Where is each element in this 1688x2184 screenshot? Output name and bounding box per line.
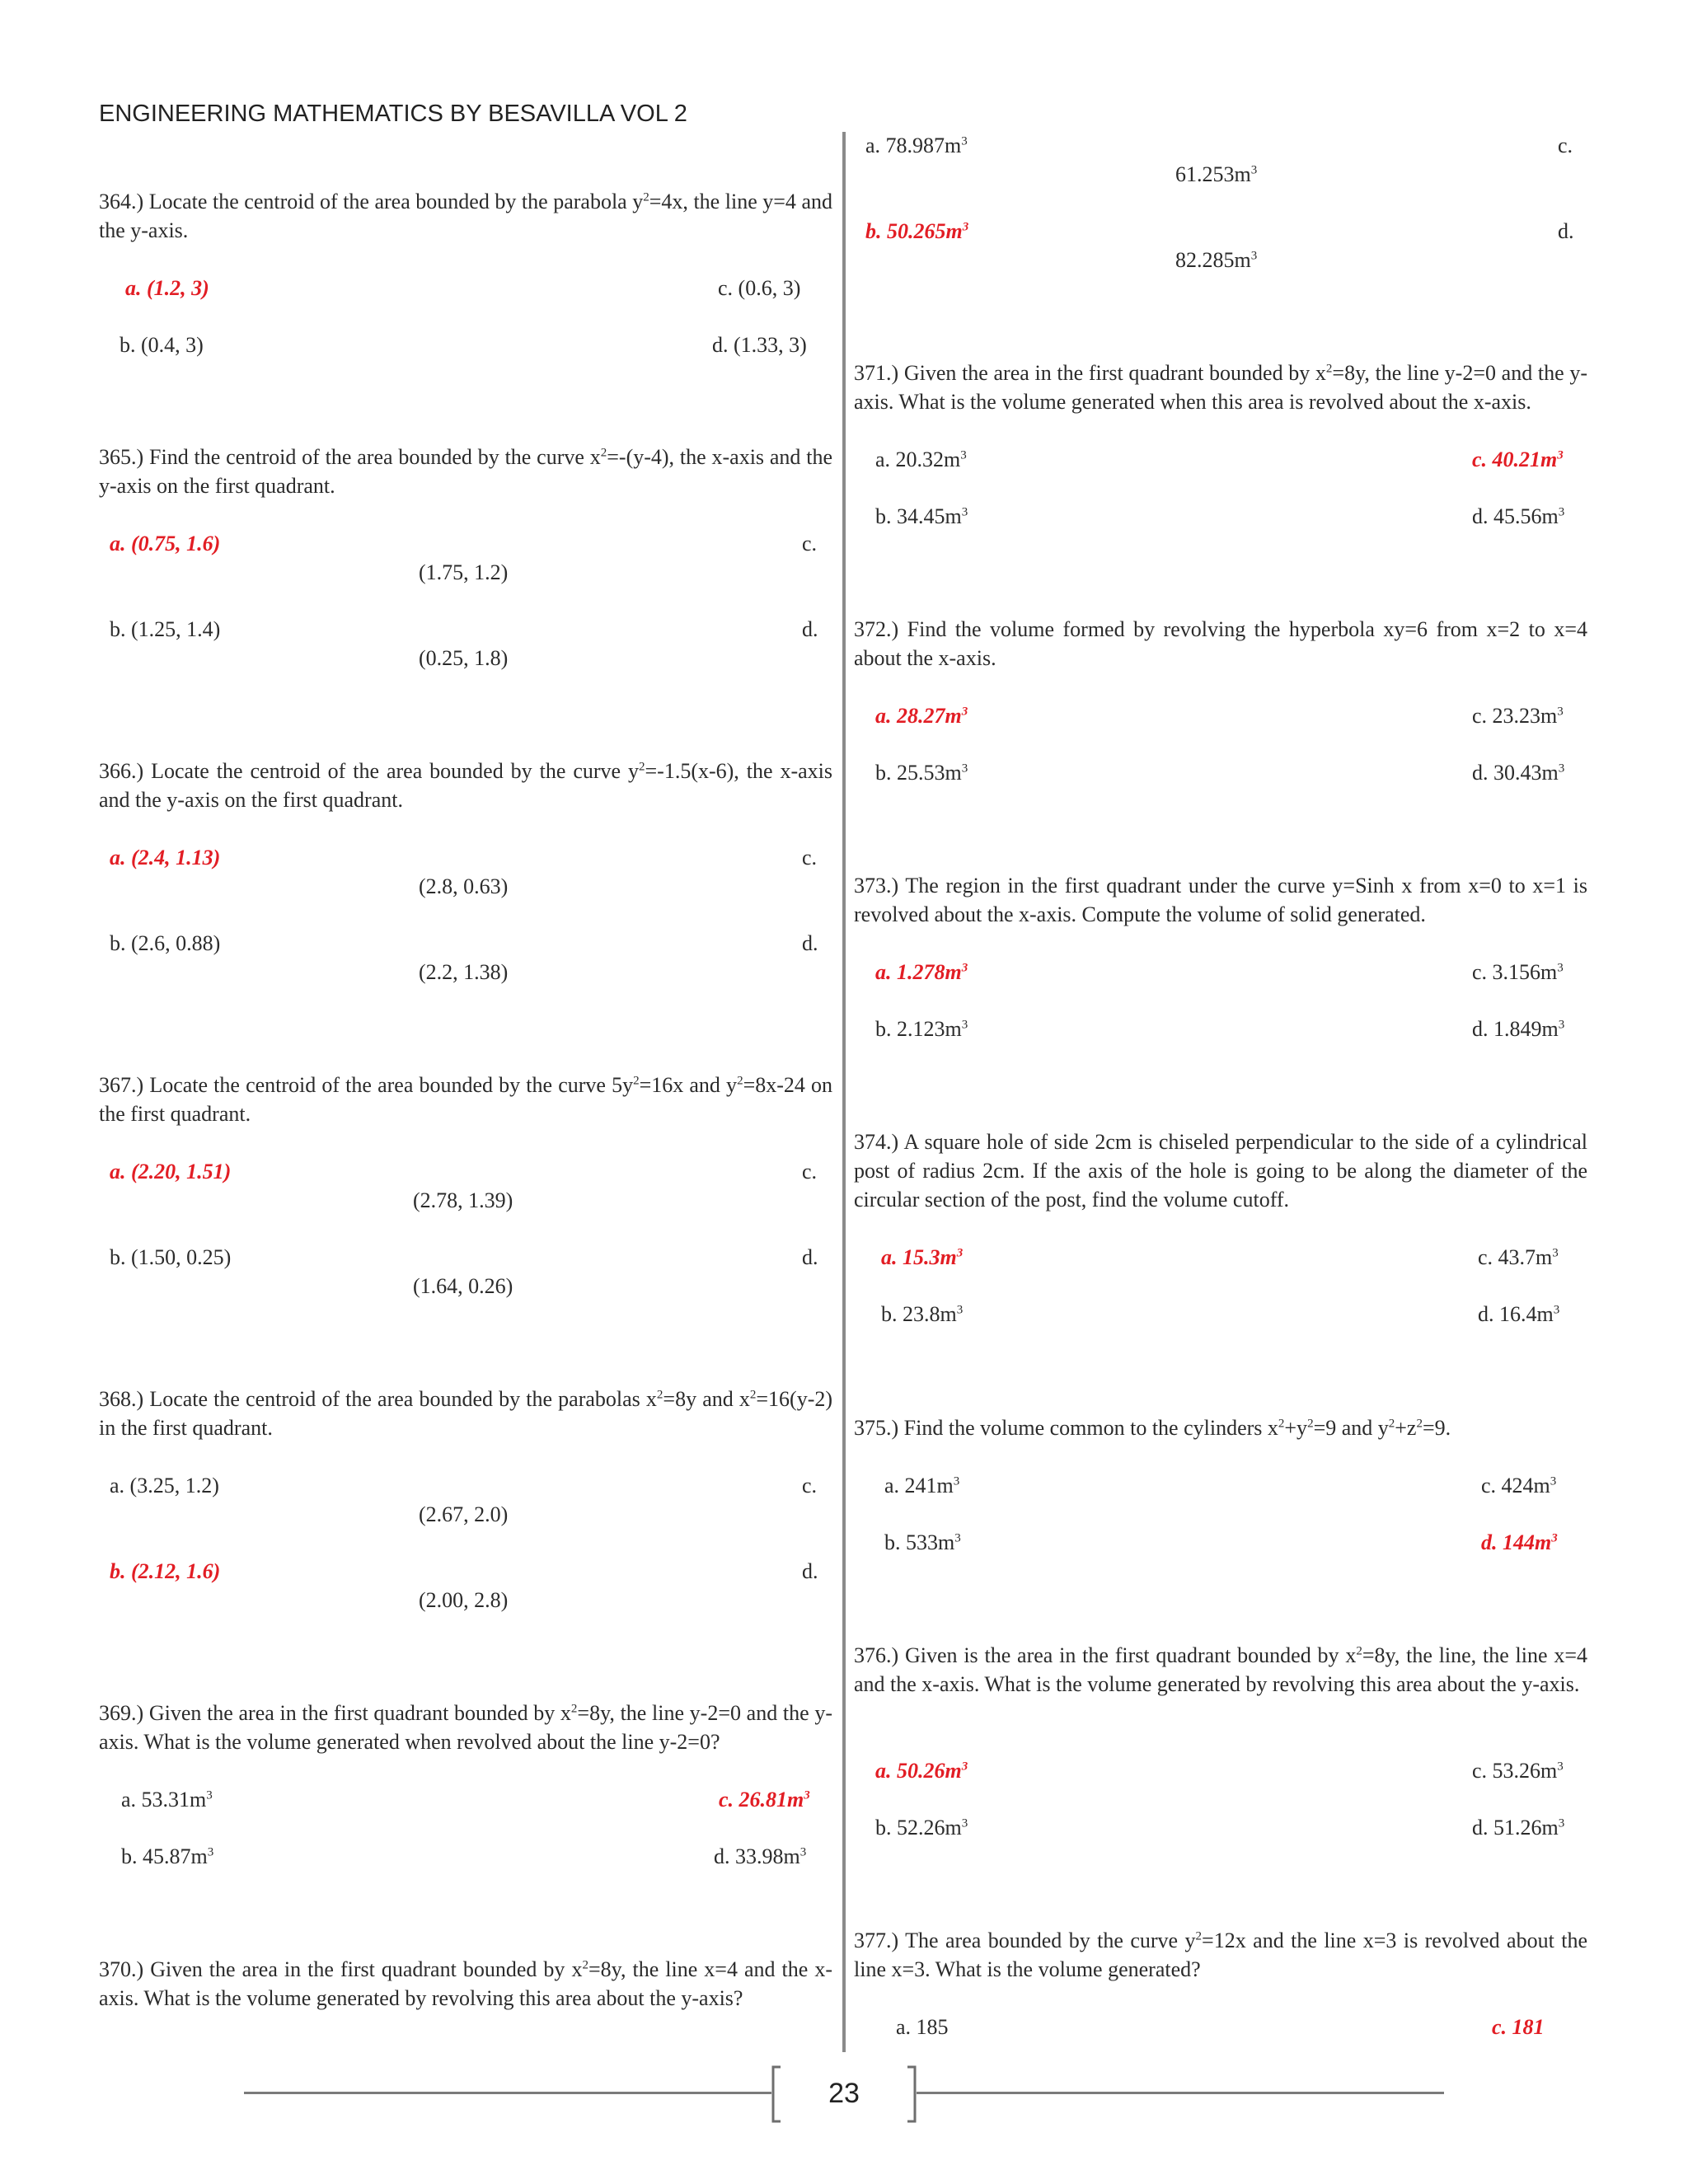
option-c: c. $424m^3$: [1481, 1474, 1557, 1497]
footer-rule-right: [917, 2092, 1444, 2094]
option-b: b. (1.50, 0.25): [110, 1245, 232, 1269]
question-364: 364.) Locate the centroid of the area bounded by the parabola $y^2=4x$, the line y=4 and the y-axis.: [99, 190, 833, 242]
option-a: a. $1.278m^3$: [875, 960, 968, 984]
option-c: c.: [802, 1474, 818, 1497]
option-b: b. (2.12, 1.6): [110, 1559, 221, 1583]
option-c: c.: [802, 1160, 818, 1183]
question-366: 366.) Locate the centroid of the area bounded by the curve $y^2=-1.5(x-6)$, the x-axis and the y-axis on the first quadrant.: [99, 759, 833, 812]
page-number: 23: [828, 2078, 860, 2109]
option-b: b. $34.45m^3$: [875, 504, 968, 528]
option-c: c. $40.21m^3$: [1472, 448, 1564, 471]
option-d-value: (0.25, 1.8): [419, 646, 509, 670]
option-d: d.: [802, 1559, 818, 1583]
option-a: a. $20.32m^3$: [875, 448, 967, 471]
option-a: a. (1.2, 3): [125, 276, 209, 300]
question-369: 369.) Given the area in the first quadrant bounded by $x^2=8y$, the line y-2=0 and the y-axis. What is the volume generated when revolved about the line y-2=0?: [99, 1701, 833, 1754]
question-370: 370.) Given the area in the first quadrant bounded by $x^2=8y$, the line x=4 and the x-axis. What is the volume generated by revolving this area about the y-axis?: [99, 1957, 833, 2010]
option-a: a. (2.4, 1.13): [110, 846, 221, 869]
option-c: c.: [802, 846, 818, 869]
option-a: a. (3.25, 1.2): [110, 1474, 219, 1497]
footer-bracket-left: [770, 2065, 781, 2123]
option-a: a. $15.3m^3$: [881, 1245, 964, 1269]
option-a: a. 185: [896, 2015, 949, 2039]
option-c: c. $26.81m^3$: [719, 1788, 810, 1811]
option-c: c. (0.6, 3): [718, 276, 801, 300]
option-d-value: (2.00, 2.8): [419, 1588, 509, 1612]
option-d: d. $30.43m^3$: [1472, 761, 1565, 785]
option-d: d.: [802, 617, 818, 641]
question-374: 374.) A square hole of side 2cm is chiseled perpendicular to the side of a cylindrical post of radius 2cm. If the axis of the hole is going to be along the diameter of the circular section of the post, find the volume cutoff.: [854, 1130, 1587, 1212]
option-c: c.: [802, 532, 818, 555]
question-372: 372.) Find the volume formed by revolving the hyperbola xy=6 from x=2 to x=4 about the x-axis.: [854, 617, 1588, 670]
option-c: c. $23.23m^3$: [1472, 704, 1564, 728]
option-d: d.: [1558, 219, 1574, 243]
option-d: d. $1.849m^3$: [1472, 1017, 1565, 1041]
option-d: d.: [802, 1245, 818, 1269]
option-c: c. 181: [1492, 2015, 1545, 2039]
option-c: c.: [1558, 134, 1573, 157]
option-d: d. $16.4m^3$: [1478, 1302, 1560, 1326]
option-d: d.: [802, 931, 818, 955]
option-b: b. (0.4, 3): [120, 333, 204, 357]
question-365: 365.) Find the centroid of the area bounded by the curve $x^2=-(y-4)$, the x-axis and the y-axis on the first quadrant.: [99, 445, 833, 498]
option-a: a. $78.987m^3$: [865, 134, 968, 157]
option-b: b. $52.26m^3$: [875, 1816, 968, 1840]
option-c-value: (2.78, 1.39): [413, 1188, 513, 1212]
option-c-value: (2.8, 0.63): [419, 874, 509, 898]
option-b: b. (1.25, 1.4): [110, 617, 221, 641]
option-d: d. $144m^3$: [1481, 1530, 1558, 1554]
option-d: d. $51.26m^3$: [1472, 1816, 1565, 1840]
option-b: b. $45.87m^3$: [121, 1844, 214, 1868]
option-d-value: $82.285m^3$: [1175, 248, 1258, 272]
question-376: 376.) Given is the area in the first quadrant bounded by $x^2=8y$, the line, the line x=4 and the x-axis. What is the volume generated by revolving this area about the y-axis.: [854, 1643, 1588, 1696]
option-a: a. (0.75, 1.6): [110, 532, 221, 555]
option-d: d. $33.98m^3$: [714, 1844, 807, 1868]
option-c: c. $3.156m^3$: [1472, 960, 1564, 984]
question-375: 375.) Find the volume common to the cylinders $x^2+y^2=9$ and $y^2+z^2=9$.: [854, 1416, 1451, 1440]
option-c: c. $53.26m^3$: [1472, 1759, 1564, 1783]
question-373: 373.) The region in the first quadrant under the curve y=Sinh x from x=0 to x=1 is revolved about the x-axis. Compute the volume of solid generated.: [854, 874, 1588, 926]
option-b: b. $23.8m^3$: [881, 1302, 964, 1326]
footer-bracket-right: [907, 2065, 918, 2123]
footer-rule-left: [244, 2092, 771, 2094]
option-d-value: (1.64, 0.26): [413, 1274, 513, 1298]
option-c-value: (2.67, 2.0): [419, 1502, 509, 1526]
option-a: a. (2.20, 1.51): [110, 1160, 232, 1183]
option-a: a. $28.27m^3$: [875, 704, 968, 728]
option-b: b. $533m^3$: [884, 1530, 961, 1554]
option-d: d. (1.33, 3): [712, 333, 807, 357]
option-b: b. (2.6, 0.88): [110, 931, 221, 955]
option-d-value: (2.2, 1.38): [419, 960, 509, 984]
option-a: a. $53.31m^3$: [121, 1788, 213, 1811]
question-368: 368.) Locate the centroid of the area bounded by the parabolas $x^2=8y$ and $x^2=16(y-2)$ in the first quadrant.: [99, 1387, 833, 1440]
option-a: a. $241m^3$: [884, 1474, 960, 1497]
question-377: 377.) The area bounded by the curve $y^2=12x$ and the line x=3 is revolved about the line x=3. What is the volume generated?: [854, 1929, 1588, 1981]
option-c-value: $61.253m^3$: [1175, 162, 1258, 186]
page-header: ENGINEERING MATHEMATICS BY BESAVILLA VOL 2: [99, 101, 687, 127]
option-c: c. $43.7m^3$: [1478, 1245, 1559, 1269]
column-divider: [842, 132, 846, 2052]
question-367: 367.) Locate the centroid of the area bounded by the curve $5y^2=16x$ and $y^2=8x-24$ on the first quadrant.: [99, 1073, 833, 1126]
option-d: d. $45.56m^3$: [1472, 504, 1565, 528]
option-b: b. $25.53m^3$: [875, 761, 968, 785]
option-c-value: (1.75, 1.2): [419, 560, 509, 584]
option-b: b. $50.265m^3$: [865, 219, 969, 243]
question-371: 371.) Given the area in the first quadrant bounded by $x^2=8y$, the line y-2=0 and the y-axis. What is the volume generated when this area is revolved about the x-axis.: [854, 361, 1588, 414]
option-b: b. $2.123m^3$: [875, 1017, 968, 1041]
option-a: a. $50.26m^3$: [875, 1759, 968, 1783]
